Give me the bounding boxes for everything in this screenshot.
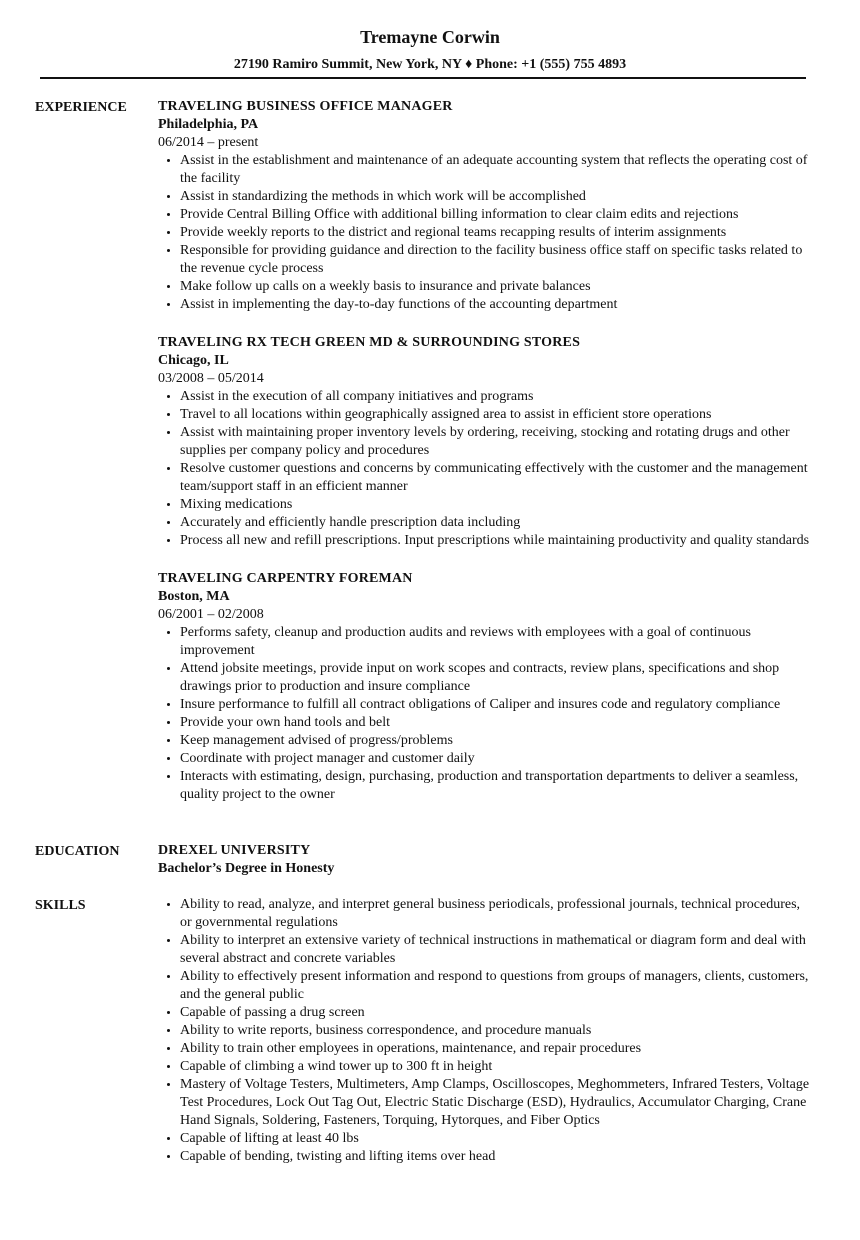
job-dates: 06/2014 – present <box>158 135 259 150</box>
resume-header <box>0 0 860 74</box>
job-title: TRAVELING BUSINESS OFFICE MANAGER <box>158 99 453 114</box>
job-title: TRAVELING CARPENTRY FOREMAN <box>158 571 413 586</box>
section-label-education: EDUCATION <box>35 844 120 859</box>
candidate-name: Tremayne Corwin <box>360 27 500 47</box>
skill-item: • Ability to effectively present information and respond to questions from groups of managers, clients, customers, and the general public <box>180 968 815 1004</box>
skill-item: • Capable of bending, twisting and lifting items over head <box>180 1148 815 1166</box>
job-bullet: • Make follow up calls on a weekly basis to insurance and private balances <box>180 278 815 296</box>
job-bullet: • Provide Central Billing Office with additional billing information to clear claim edits and rejections <box>180 206 815 224</box>
job-location: Boston, MA <box>158 589 230 604</box>
job-bullet: • Provide weekly reports to the district and regional teams recapping results of interim assignments <box>180 224 815 242</box>
job-bullet: • Responsible for providing guidance and direction to the facility business office staff on specific tasks related to the revenue cycle process <box>180 242 815 278</box>
job-bullet: • Process all new and refill prescriptions. Input prescriptions while maintaining productivity and quality standards <box>180 532 815 550</box>
job-bullet: • Provide your own hand tools and belt <box>180 714 815 732</box>
job-bullet: • Keep management advised of progress/problems <box>180 732 815 750</box>
resume-content <box>35 98 815 1166</box>
header-divider <box>40 77 806 79</box>
contact-line: 27190 Ramiro Summit, New York, NY ♦ Phone: +1 (555) 755 4893 <box>233 57 627 72</box>
skills-list <box>158 896 815 1166</box>
section-label-experience: EXPERIENCE <box>35 100 127 115</box>
job-location: Chicago, IL <box>158 353 229 368</box>
job-bullet: • Resolve customer questions and concerns by communicating effectively with the customer and the management team/support staff in an efficient manner <box>180 460 815 496</box>
skill-item: • Ability to train other employees in operations, maintenance, and repair procedures <box>180 1040 815 1058</box>
job-bullet: • Assist in implementing the day-to-day functions of the accounting department <box>180 296 815 314</box>
job-dates: 03/2008 – 05/2014 <box>158 371 264 386</box>
job-dates: 06/2001 – 02/2008 <box>158 607 264 622</box>
job-bullet: • Accurately and efficiently handle prescription data including <box>180 514 815 532</box>
skill-bullets <box>158 896 815 1166</box>
skill-item: • Ability to interpret an extensive variety of technical instructions in mathematical or diagram form and deal with several abstract and concrete variables <box>180 932 815 968</box>
skill-item: • Capable of lifting at least 40 lbs <box>180 1130 815 1148</box>
job-bullet: • Assist in the execution of all company initiatives and programs <box>180 388 815 406</box>
job-bullets <box>158 624 815 804</box>
experience-section <box>35 98 815 824</box>
job-bullet: • Insure performance to fulfill all contract obligations of Caliper and insures code and regulatory compliance <box>180 696 815 714</box>
skill-item: • Mastery of Voltage Testers, Multimeters, Amp Clamps, Oscilloscopes, Meghommeters, Infrared Testers, Voltage Test Procedures, Lock Out Tag Out, Electric Static Discharge (ESD), Hydraulics, Accumulator Charging, Crane Hand Signals, Soldering, Fasteners, Torquing, Hytorques, and Fiber Optics <box>180 1076 815 1130</box>
skill-item: • Ability to read, analyze, and interpret general business periodicals, professional journals, technical procedures, or governmental regulations <box>180 896 815 932</box>
job-bullet: • Mixing medications <box>180 496 815 514</box>
job-bullet: • Assist in standardizing the methods in which work will be accomplished <box>180 188 815 206</box>
job-title: TRAVELING RX TECH GREEN MD & SURROUNDING STORES <box>158 335 581 350</box>
job-bullet: • Assist with maintaining proper inventory levels by ordering, receiving, stocking and rotating drugs and other supplies per company policy and procedures <box>180 424 815 460</box>
skill-item: • Capable of climbing a wind tower up to 300 ft in height <box>180 1058 815 1076</box>
job-entry <box>158 570 815 804</box>
job-location: Philadelphia, PA <box>158 117 259 132</box>
section-label-skills: SKILLS <box>35 898 86 913</box>
job-bullet: • Assist in the establishment and maintenance of an adequate accounting system that reflects the operating cost of the facility <box>180 152 815 188</box>
job-bullet: • Interacts with estimating, design, purchasing, production and transportation departments to deliver a seamless, quality project to the owner <box>180 768 815 804</box>
skill-item: • Capable of passing a drug screen <box>180 1004 815 1022</box>
skills-section <box>35 896 815 1166</box>
skill-item: • Ability to write reports, business correspondence, and procedure manuals <box>180 1022 815 1040</box>
job-entry <box>158 98 815 314</box>
job-entry <box>158 334 815 550</box>
job-bullet: • Travel to all locations within geographically assigned area to assist in efficient store operations <box>180 406 815 424</box>
education-entry <box>158 842 815 878</box>
education-section <box>35 842 815 878</box>
degree: Bachelor’s Degree in Honesty <box>158 861 335 876</box>
job-bullets <box>158 152 815 314</box>
job-bullet: • Coordinate with project manager and customer daily <box>180 750 815 768</box>
experience-list <box>158 98 815 824</box>
job-bullet: • Attend jobsite meetings, provide input on work scopes and contracts, review plans, specifications and shop drawings prior to production and insure compliance <box>180 660 815 696</box>
school-name: DREXEL UNIVERSITY <box>158 843 311 858</box>
job-bullet: • Performs safety, cleanup and production audits and reviews with employees with a goal of continuous improvement <box>180 624 815 660</box>
job-bullets <box>158 388 815 550</box>
